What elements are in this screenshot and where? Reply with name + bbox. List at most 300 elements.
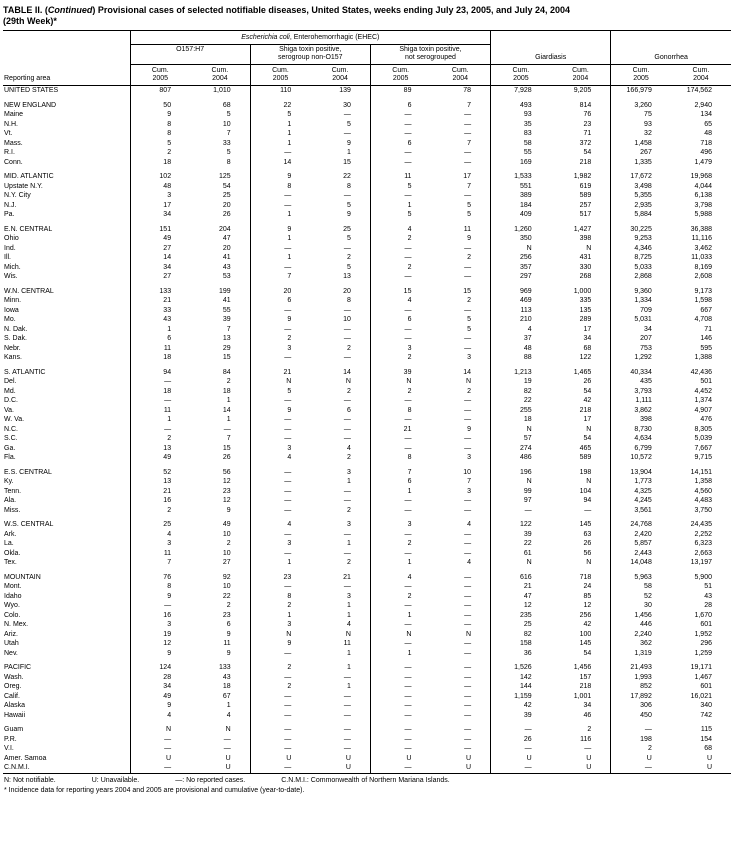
value-cell: 11 xyxy=(463,225,472,233)
value-cell: N xyxy=(250,630,310,640)
value-cell: — xyxy=(464,244,472,252)
value-cell: 3 xyxy=(370,344,430,354)
value-cell: — xyxy=(343,425,351,433)
value-cell: — xyxy=(491,725,551,735)
value-cell: 25 xyxy=(130,520,190,530)
value-cell: — xyxy=(370,272,430,282)
value-cell: 17,672 xyxy=(611,172,671,182)
value-cell: 3 xyxy=(467,487,472,495)
value-cell: 340 xyxy=(700,702,712,709)
value-cell: 435 xyxy=(611,377,671,387)
value-cell: 14 xyxy=(343,368,351,376)
value-cell: 753 xyxy=(611,344,671,354)
reporting-area-cell: Mo. xyxy=(4,316,16,323)
value-cell: 1,952 xyxy=(694,630,712,638)
value-cell: 5,857 xyxy=(611,539,671,549)
value-cell: 133 xyxy=(219,664,231,671)
value-cell: — xyxy=(464,540,472,547)
value-cell: 5 xyxy=(370,210,430,220)
value-cell: U xyxy=(250,754,310,764)
value-cell: 58 xyxy=(611,582,671,592)
reporting-area-cell: Utah xyxy=(4,640,19,647)
value-cell: — xyxy=(464,444,472,452)
value-cell: 616 xyxy=(491,573,551,583)
value-cell: 4,245 xyxy=(611,496,671,506)
value-cell: 76 xyxy=(583,111,592,118)
value-cell: 5 xyxy=(250,387,310,397)
table-row xyxy=(3,711,731,721)
reporting-area-cell: Maine xyxy=(4,111,24,118)
value-cell: 2 xyxy=(346,387,351,395)
reporting-area-cell: W.N. CENTRAL xyxy=(4,287,54,295)
table-row xyxy=(3,253,731,263)
value-cell: 3 xyxy=(467,354,472,361)
value-cell: 23 xyxy=(222,611,231,619)
value-cell: 2 xyxy=(467,297,472,304)
value-cell: U xyxy=(491,754,551,764)
table-row xyxy=(3,210,731,220)
value-cell: 1 xyxy=(250,253,310,263)
value-cell: 5 xyxy=(250,110,310,120)
value-cell: 2 xyxy=(250,682,310,692)
value-cell: 49 xyxy=(130,692,190,702)
value-cell: — xyxy=(491,506,551,516)
value-cell: — xyxy=(491,763,551,773)
value-cell: 48 xyxy=(491,344,551,354)
value-cell: 15 xyxy=(370,287,430,297)
value-cell: 2 xyxy=(370,353,430,363)
value-cell: — xyxy=(370,415,430,425)
value-cell: 267 xyxy=(611,148,671,158)
value-cell: 3,793 xyxy=(611,387,671,397)
value-cell: 4,452 xyxy=(694,387,712,395)
value-cell: 84 xyxy=(222,368,231,376)
value-cell: 5,884 xyxy=(611,210,671,220)
value-cell: 49 xyxy=(222,521,231,528)
value-cell: — xyxy=(611,725,671,735)
value-cell: 3,561 xyxy=(611,506,671,516)
blank-cell xyxy=(3,45,130,65)
footnotes xyxy=(3,776,731,795)
value-cell: 2,240 xyxy=(611,630,671,640)
value-cell: — xyxy=(343,711,351,719)
value-cell: 13 xyxy=(130,477,190,487)
value-cell: — xyxy=(370,253,430,263)
table-row xyxy=(3,425,731,435)
value-cell: 6,323 xyxy=(694,540,712,547)
value-cell: — xyxy=(464,726,472,733)
value-cell: 21 xyxy=(370,425,430,435)
reporting-area-cell: E.S. CENTRAL xyxy=(4,468,52,476)
value-cell: 15 xyxy=(343,158,351,166)
blank-cell xyxy=(611,31,731,45)
reporting-area-cell: Alaska xyxy=(4,702,26,709)
value-cell: — xyxy=(370,663,430,673)
value-cell: 134 xyxy=(700,111,712,118)
value-cell: — xyxy=(250,549,310,559)
value-cell: U xyxy=(225,754,231,762)
group-header-row xyxy=(3,31,731,45)
value-cell: 7 xyxy=(467,139,472,147)
value-cell: 47 xyxy=(222,235,231,242)
value-cell: 82 xyxy=(491,630,551,640)
value-cell: 306 xyxy=(611,701,671,711)
value-cell: — xyxy=(464,683,472,690)
value-cell: 22 xyxy=(222,592,231,600)
value-cell: 1,260 xyxy=(491,225,551,235)
value-cell: 7 xyxy=(226,325,231,333)
value-cell: 30 xyxy=(611,601,671,611)
value-cell: 3,798 xyxy=(694,201,712,209)
value-cell: 11 xyxy=(130,549,190,559)
table-row xyxy=(3,573,731,583)
value-cell: — xyxy=(343,487,351,495)
value-cell: 218 xyxy=(579,158,592,166)
value-cell: 56 xyxy=(222,468,231,476)
value-cell: 13 xyxy=(343,273,351,280)
legend-line xyxy=(4,776,731,785)
value-cell: 12 xyxy=(583,602,592,609)
value-cell: — xyxy=(250,530,310,540)
value-cell: 25 xyxy=(491,620,551,630)
value-cell: 2 xyxy=(346,454,351,461)
value-cell: 517 xyxy=(579,211,592,218)
value-cell: 465 xyxy=(579,444,592,452)
value-cell: 595 xyxy=(700,344,712,352)
value-cell: — xyxy=(223,745,231,752)
value-cell: 389 xyxy=(491,191,551,201)
value-cell: 6,799 xyxy=(611,444,671,454)
value-cell: 6 xyxy=(370,101,430,111)
value-cell: 1,358 xyxy=(694,478,712,485)
value-cell: 255 xyxy=(491,406,551,416)
value-cell: 9 xyxy=(467,425,472,433)
value-cell: 21 xyxy=(130,296,190,306)
value-cell: 6 xyxy=(226,621,231,628)
value-cell: — xyxy=(464,573,472,581)
value-cell: 22 xyxy=(250,101,310,111)
reporting-area-cell: Minn. xyxy=(4,297,22,304)
value-cell: 100 xyxy=(579,630,592,638)
value-cell: — xyxy=(464,192,472,199)
value-cell: — xyxy=(250,201,310,211)
value-cell: 7 xyxy=(226,130,231,137)
value-cell: 8,725 xyxy=(611,253,671,263)
notifiable-diseases-table xyxy=(3,30,731,774)
value-cell: 4 xyxy=(130,530,190,540)
value-cell: 9 xyxy=(130,110,190,120)
table-row xyxy=(3,444,731,454)
value-cell: — xyxy=(464,344,472,352)
reporting-area-cell: Mont. xyxy=(4,583,22,590)
value-cell: 94 xyxy=(583,497,592,504)
value-cell: 27 xyxy=(130,244,190,254)
value-cell: 9 xyxy=(226,630,231,638)
value-cell: — xyxy=(584,506,592,514)
value-cell: 2 xyxy=(370,387,430,397)
value-cell: 3 xyxy=(250,444,310,454)
value-cell: 2 xyxy=(130,148,190,158)
value-cell: 1,334 xyxy=(611,296,671,306)
value-cell: — xyxy=(250,582,310,592)
value-cell: — xyxy=(223,735,231,743)
value-cell: 146 xyxy=(700,335,712,342)
value-cell: N xyxy=(345,630,351,638)
reporting-area-cell: Idaho xyxy=(4,592,22,600)
value-cell: 4 xyxy=(370,296,430,306)
value-cell: 5 xyxy=(467,201,472,209)
value-cell: 13 xyxy=(222,335,231,342)
title-week: (29th Week)* xyxy=(3,16,57,26)
value-cell: 65 xyxy=(704,120,712,128)
table-row xyxy=(3,701,731,711)
value-cell: 496 xyxy=(700,149,712,156)
table-row xyxy=(3,201,731,211)
value-cell: 256 xyxy=(491,253,551,263)
value-cell: 8,169 xyxy=(694,263,712,271)
value-cell: 218 xyxy=(579,683,592,690)
value-cell: — xyxy=(250,148,310,158)
value-cell: — xyxy=(370,549,430,559)
value-cell: 122 xyxy=(491,520,551,530)
value-cell: 409 xyxy=(491,210,551,220)
value-cell: — xyxy=(464,158,472,166)
reporting-area-cell: Ga. xyxy=(4,444,16,452)
value-cell: 52 xyxy=(130,468,190,478)
value-cell: 4 xyxy=(130,711,190,721)
value-cell: — xyxy=(464,711,472,719)
value-cell: 4 xyxy=(250,520,310,530)
value-cell: 1 xyxy=(370,558,430,568)
value-cell: 151 xyxy=(130,225,190,235)
reporting-area-cell: Va. xyxy=(4,406,14,414)
value-cell: 133 xyxy=(130,287,190,297)
value-cell: 3 xyxy=(346,468,351,476)
value-cell: 19,968 xyxy=(690,173,712,180)
mmwr-table-page xyxy=(3,5,731,795)
value-cell: 218 xyxy=(579,406,592,414)
value-cell: 807 xyxy=(130,86,190,96)
value-cell: 9,205 xyxy=(573,87,592,94)
reporting-area-cell: Tex. xyxy=(4,559,17,566)
value-cell: 5,988 xyxy=(694,211,712,218)
value-cell: 2 xyxy=(250,663,310,673)
value-cell: 3,498 xyxy=(611,182,671,192)
value-cell: 35 xyxy=(491,120,551,130)
value-cell: 54 xyxy=(583,149,592,156)
value-cell: 37 xyxy=(491,334,551,344)
giardiasis-column-header: Giardiasis xyxy=(491,45,611,65)
value-cell: U xyxy=(706,754,712,762)
value-cell: 125 xyxy=(219,173,231,180)
table-row xyxy=(3,315,731,325)
table-row xyxy=(3,611,731,621)
value-cell: 296 xyxy=(700,640,712,647)
value-cell: 1 xyxy=(346,611,351,619)
value-cell: N xyxy=(491,425,551,435)
value-cell: 1,598 xyxy=(694,297,712,304)
reporting-area-cell: N.C. xyxy=(4,425,18,433)
value-cell: — xyxy=(130,744,190,754)
value-cell: — xyxy=(464,497,472,504)
value-cell: 122 xyxy=(579,354,592,361)
value-cell: 97 xyxy=(491,496,551,506)
value-cell: 26 xyxy=(222,211,231,218)
table-row xyxy=(3,191,731,201)
value-cell: — xyxy=(343,530,351,538)
table-row xyxy=(3,506,731,516)
value-cell: 9 xyxy=(346,139,351,147)
o157-column-header: O157:H7 xyxy=(130,45,250,65)
value-cell: 357 xyxy=(491,263,551,273)
value-cell: — xyxy=(343,549,351,557)
table-row xyxy=(3,692,731,702)
reporting-area-cell: Tenn. xyxy=(4,487,22,495)
value-cell: 1 xyxy=(370,611,430,621)
value-cell: 158 xyxy=(491,639,551,649)
value-cell: 6 xyxy=(370,139,430,149)
value-cell: — xyxy=(370,191,430,201)
value-cell: 12 xyxy=(491,601,551,611)
value-cell: 89 xyxy=(370,86,430,96)
table-row xyxy=(3,520,731,530)
value-cell: 49 xyxy=(130,234,190,244)
table-row xyxy=(3,334,731,344)
value-cell: 5 xyxy=(346,201,351,209)
value-cell: 2 xyxy=(250,334,310,344)
value-cell: 7 xyxy=(250,272,310,282)
value-cell: 2 xyxy=(226,378,231,385)
value-cell: 19,171 xyxy=(690,664,712,671)
value-cell: — xyxy=(250,763,310,773)
value-cell: — xyxy=(370,306,430,316)
value-cell: 601 xyxy=(700,683,712,690)
value-cell: 22 xyxy=(491,539,551,549)
value-cell: 1,773 xyxy=(611,477,671,487)
value-cell: N xyxy=(586,244,592,252)
value-cell: U xyxy=(466,764,472,771)
value-cell: 11 xyxy=(223,640,231,647)
value-cell: 5,900 xyxy=(694,573,712,581)
value-cell: — xyxy=(250,306,310,316)
value-cell: 144 xyxy=(491,682,551,692)
value-cell: — xyxy=(370,711,430,721)
table-row xyxy=(3,244,731,254)
table-row xyxy=(3,129,731,139)
value-cell: 27 xyxy=(130,272,190,282)
value-cell: 1,335 xyxy=(611,158,671,168)
value-cell: — xyxy=(343,325,351,333)
cum-2004-header: Cum. 2004 xyxy=(310,65,370,86)
value-cell: 2,443 xyxy=(611,549,671,559)
value-cell: 184 xyxy=(491,201,551,211)
table-row xyxy=(3,148,731,158)
value-cell: 102 xyxy=(130,172,190,182)
value-cell: 55 xyxy=(491,148,551,158)
value-cell: 4,708 xyxy=(694,316,712,323)
value-cell: 6 xyxy=(370,477,430,487)
reporting-area-cell: S. ATLANTIC xyxy=(4,368,46,376)
value-cell: 9 xyxy=(250,172,310,182)
value-cell: 25 xyxy=(222,192,231,199)
value-cell: 30 xyxy=(343,101,351,109)
legend-no-cases: —: No reported cases. xyxy=(175,776,246,784)
value-cell: — xyxy=(464,306,472,314)
value-cell: 1,259 xyxy=(694,649,712,657)
table-row xyxy=(3,353,731,363)
reporting-area-cell: Vt. xyxy=(4,130,13,137)
value-cell: 9 xyxy=(130,701,190,711)
table-row xyxy=(3,763,731,773)
value-cell: — xyxy=(370,496,430,506)
value-cell: 15 xyxy=(463,287,472,295)
value-cell: 1,456 xyxy=(573,664,592,671)
value-cell: 7 xyxy=(467,478,472,485)
value-cell: 88 xyxy=(491,353,551,363)
reporting-area-cell: Ky. xyxy=(4,478,14,485)
value-cell: 75 xyxy=(611,110,671,120)
value-cell: 852 xyxy=(611,682,671,692)
value-cell: 4 xyxy=(226,711,231,719)
value-cell: 3,862 xyxy=(611,406,671,416)
value-cell: — xyxy=(250,673,310,683)
table-row xyxy=(3,754,731,764)
value-cell: — xyxy=(464,611,472,619)
value-cell: — xyxy=(250,468,310,478)
value-cell: 93 xyxy=(491,110,551,120)
reporting-area-cell: Ark. xyxy=(4,530,17,538)
value-cell: 5 xyxy=(346,235,351,242)
reporting-area-cell: NEW ENGLAND xyxy=(4,101,57,109)
value-cell: 124 xyxy=(130,663,190,673)
value-cell: 9 xyxy=(226,649,231,657)
value-cell: — xyxy=(464,435,472,442)
value-cell: 2,252 xyxy=(694,530,712,538)
value-cell: — xyxy=(370,763,430,773)
value-cell: 43 xyxy=(704,592,712,600)
value-cell: 8,305 xyxy=(694,425,712,433)
table-row xyxy=(3,582,731,592)
value-cell: 18 xyxy=(130,353,190,363)
value-cell: 27 xyxy=(222,559,231,566)
value-cell: — xyxy=(343,497,351,504)
table-row xyxy=(3,663,731,673)
value-cell: — xyxy=(343,726,351,733)
value-cell: 469 xyxy=(491,296,551,306)
value-cell: 145 xyxy=(579,521,592,528)
value-cell: 4 xyxy=(370,225,430,235)
value-cell: 3 xyxy=(250,344,310,354)
value-cell: 1,533 xyxy=(491,172,551,182)
value-cell: 11 xyxy=(343,640,351,647)
value-cell: 372 xyxy=(579,139,592,147)
value-cell: — xyxy=(370,148,430,158)
value-cell: 1 xyxy=(370,201,430,211)
value-cell: 493 xyxy=(491,101,551,111)
value-cell: 26 xyxy=(583,378,592,385)
value-cell: — xyxy=(250,434,310,444)
value-cell: N xyxy=(370,377,430,387)
value-cell: 49 xyxy=(130,453,190,463)
value-cell: 8 xyxy=(250,592,310,602)
value-cell: — xyxy=(370,158,430,168)
value-cell: 54 xyxy=(583,387,592,395)
value-cell: 619 xyxy=(579,182,592,190)
value-cell: 14,048 xyxy=(611,558,671,568)
value-cell: 41 xyxy=(222,254,231,261)
value-cell: 9 xyxy=(346,211,351,218)
value-cell: 68 xyxy=(704,745,712,752)
